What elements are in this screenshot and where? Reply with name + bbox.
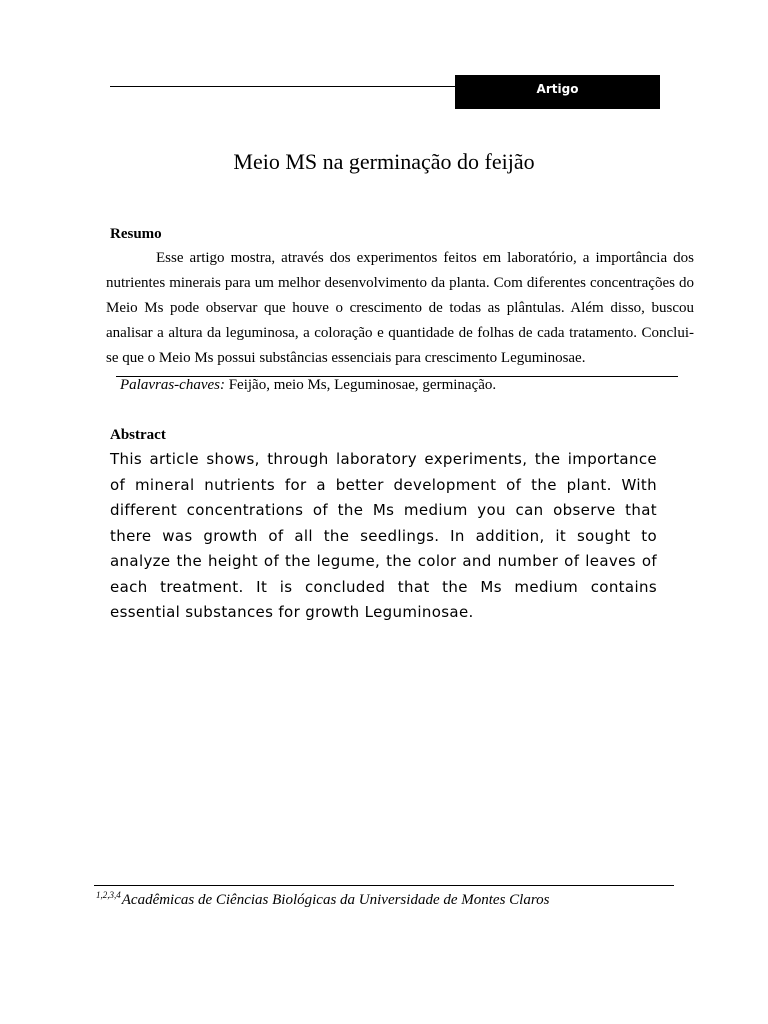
footnote-marker: 1,2,3,4 <box>96 890 121 900</box>
abstract-body: This article shows, through laboratory experiments, the importance of mineral nutrients for a better development of the plant. With different concentrations of the Ms medium you can observe that there was growth of all the seedlings. In addition, it sought to analyze the height of the legume, the color and number of leaves of each treatment. It is concluded that the Ms medium contains essential substances for growth Leguminosae. <box>110 450 657 621</box>
keywords-text: Feijão, meio Ms, Leguminosae, germinação. <box>228 377 497 393</box>
paper-title: Meio MS na germinação do feijão <box>233 149 535 174</box>
keywords-label: Palavras-chaves: <box>120 377 225 393</box>
resumo-body: Esse artigo mostra, através dos experimentos feitos em laboratório, a importância dos nutrientes minerais para um melhor desenvolvimento da planta. Com diferentes concentrações do Meio Ms pode observar que houve o crescimento de todas as plântulas. Além disso, buscou analisar a altura da leguminosa, a coloração e quantidade de folhas de cada tratamento. Conclui-se que o Meio Ms possui substâncias essenciais para crescimento Leguminosae. <box>106 250 694 366</box>
keywords-line <box>120 375 496 395</box>
header-rule <box>110 86 456 87</box>
abstract-heading: Abstract <box>110 427 166 443</box>
resumo-heading: Resumo <box>110 226 162 242</box>
article-type-badge <box>455 75 660 109</box>
footnote-text: Acadêmicas de Ciências Biológicas da Universidade de Montes Claros <box>121 892 550 908</box>
article-type-label: Artigo <box>536 82 579 96</box>
footnote <box>96 885 549 910</box>
